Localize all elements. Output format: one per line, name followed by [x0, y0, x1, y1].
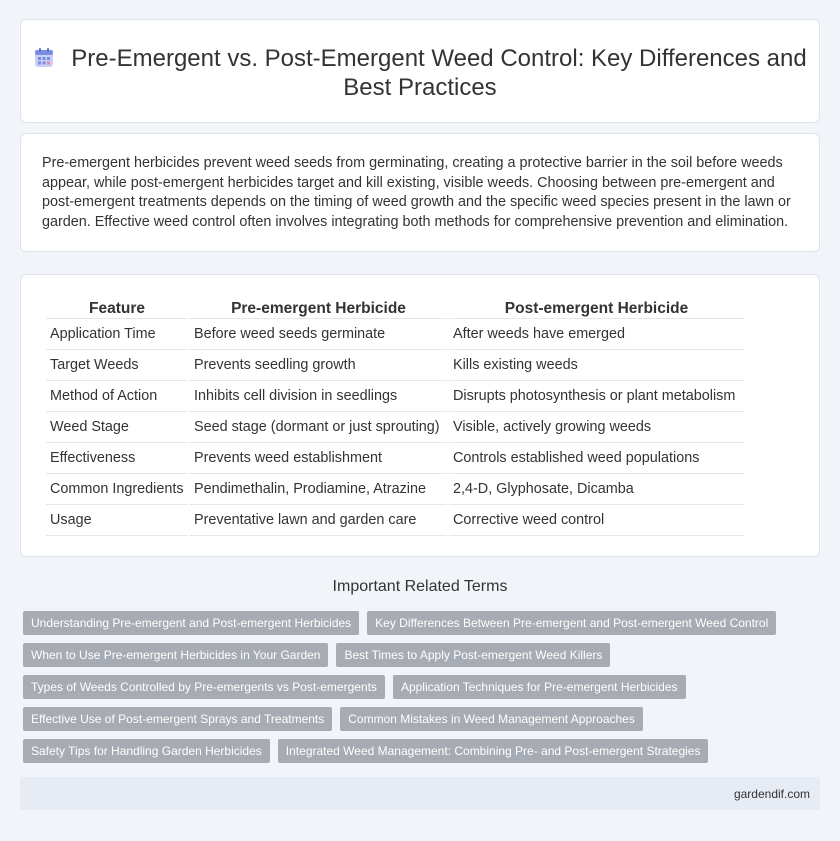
related-term-tag[interactable]: Understanding Pre-emergent and Post-emergent Herbicides	[23, 611, 359, 635]
post-emergent-cell: Disrupts photosynthesis or plant metabolism	[449, 381, 744, 412]
table-row	[46, 381, 744, 412]
footer-site-name[interactable]: gardendif.com	[733, 787, 810, 801]
tag-row	[23, 643, 803, 675]
table-row	[46, 505, 744, 536]
feature-cell: Usage	[46, 505, 188, 536]
column-header-feature: Feature	[46, 295, 188, 319]
pre-emergent-cell: Prevents weed establishment	[190, 443, 447, 474]
tag-row	[23, 675, 803, 707]
feature-cell: Application Time	[46, 319, 188, 350]
tag-row	[23, 739, 803, 771]
table-row	[46, 412, 744, 443]
table-row	[46, 443, 744, 474]
related-term-tag[interactable]: Application Techniques for Pre-emergent Herbicides	[393, 675, 686, 699]
related-term-tag[interactable]: Types of Weeds Controlled by Pre-emergents vs Post-emergents	[23, 675, 385, 699]
post-emergent-cell: Visible, actively growing weeds	[449, 412, 744, 443]
comparison-card	[20, 274, 820, 557]
column-header-pre-emergent: Pre-emergent Herbicide	[190, 295, 447, 319]
related-term-tag[interactable]: Safety Tips for Handling Garden Herbicides	[23, 739, 270, 763]
page-title-text: Pre-Emergent vs. Post-Emergent Weed Control: Key Differences and Best Practices	[71, 45, 807, 101]
pre-emergent-cell: Preventative lawn and garden care	[190, 505, 447, 536]
feature-cell: Method of Action	[46, 381, 188, 412]
related-term-tag[interactable]: Key Differences Between Pre-emergent and Post-emergent Weed Control	[367, 611, 776, 635]
feature-cell: Common Ingredients	[46, 474, 188, 505]
table-row	[46, 350, 744, 381]
table-header-row	[46, 295, 744, 319]
related-term-tag[interactable]: Integrated Weed Management: Combining Pre- and Post-emergent Strategies	[278, 739, 709, 763]
pre-emergent-cell: Prevents seedling growth	[190, 350, 447, 381]
table-row	[46, 319, 744, 350]
pre-emergent-cell: Before weed seeds germinate	[190, 319, 447, 350]
pre-emergent-cell: Pendimethalin, Prodiamine, Atrazine	[190, 474, 447, 505]
tag-row	[23, 707, 803, 739]
post-emergent-cell: Controls established weed populations	[449, 443, 744, 474]
calendar-icon	[33, 47, 55, 69]
post-emergent-cell: After weeds have emerged	[449, 319, 744, 350]
feature-cell: Target Weeds	[46, 350, 188, 381]
tag-row	[23, 611, 803, 643]
table-row	[46, 474, 744, 505]
related-term-tag[interactable]: Effective Use of Post-emergent Sprays and Treatments	[23, 707, 332, 731]
related-term-tag[interactable]: Best Times to Apply Post-emergent Weed Killers	[336, 643, 610, 667]
comparison-table	[44, 295, 746, 536]
title-wrap	[21, 44, 819, 102]
page-title	[21, 44, 819, 102]
related-term-tag[interactable]: Common Mistakes in Weed Management Approaches	[340, 707, 643, 731]
footer	[20, 777, 820, 810]
related-terms-heading: Important Related Terms	[332, 578, 508, 595]
feature-cell: Effectiveness	[46, 443, 188, 474]
pre-emergent-cell: Inhibits cell division in seedlings	[190, 381, 447, 412]
column-header-post-emergent: Post-emergent Herbicide	[449, 295, 744, 319]
related-term-tag[interactable]: When to Use Pre-emergent Herbicides in Your Garden	[23, 643, 328, 667]
feature-cell: Weed Stage	[46, 412, 188, 443]
intro-card	[20, 133, 820, 252]
post-emergent-cell: Kills existing weeds	[449, 350, 744, 381]
post-emergent-cell: 2,4-D, Glyphosate, Dicamba	[449, 474, 744, 505]
related-terms-list	[23, 611, 803, 771]
post-emergent-cell: Corrective weed control	[449, 505, 744, 536]
header-card	[20, 19, 820, 123]
pre-emergent-cell: Seed stage (dormant or just sprouting)	[190, 412, 447, 443]
intro-paragraph: Pre-emergent herbicides prevent weed seeds from germinating, creating a protective barrier in the soil before weeds appear, while post-emergent herbicides target and kill existing, visible weeds. Choosing between pre-emergent and post-emergent treatments depends on the timing of weed growth and the specific weed species present in the lawn or garden. Effective weed control often involves integrating both methods for comprehensive prevention and elimination.	[42, 155, 791, 230]
